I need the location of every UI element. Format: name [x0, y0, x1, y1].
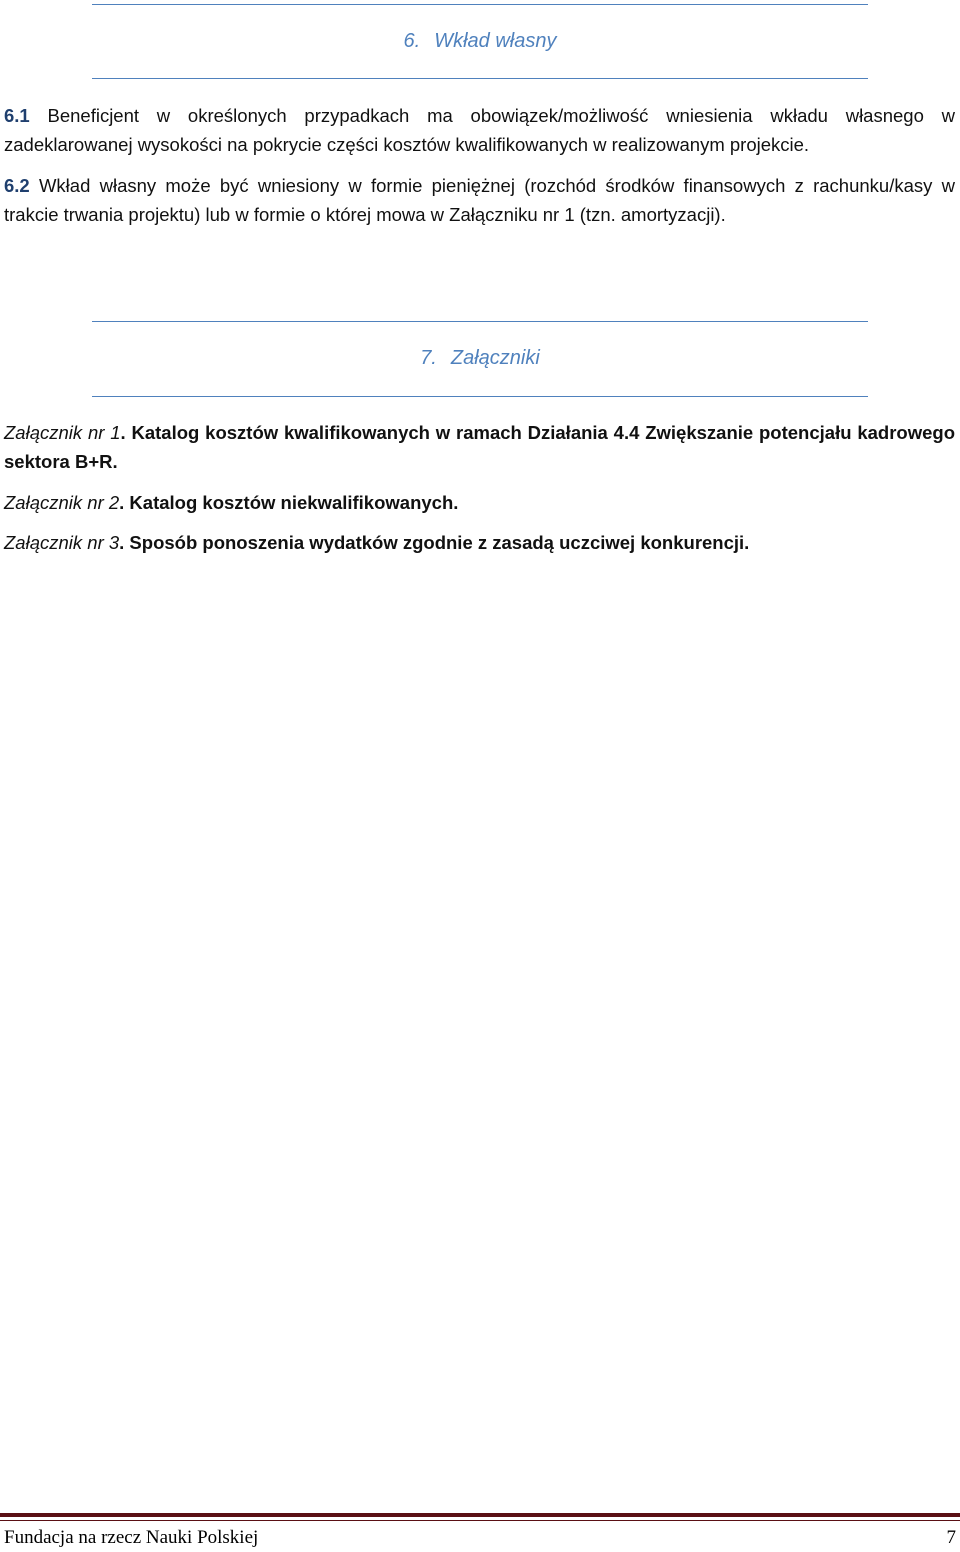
attachment-2-label: Załącznik nr 2	[4, 492, 120, 513]
attachment-1-text: . Katalog kosztów kwalifikowanych w ramach Działania 4.4 Zwiększanie potencjału kadrowego sektora B+R.	[4, 422, 955, 472]
section-6-heading	[92, 29, 868, 53]
paragraph-6-2-number: 6.2	[4, 175, 30, 196]
attachment-2	[4, 488, 955, 517]
heading-rule-bottom	[92, 78, 868, 79]
section-7-heading	[92, 346, 868, 370]
paragraph-6-2-text: Wkład własny może być wniesiony w formie pieniężnej (rozchód środków finansowych z rachunku/kasy w trakcie trwania projektu) lub w formie o której mowa w Załączniku nr 1 (tzn. amortyzacji).	[4, 175, 955, 225]
section-7-title: Załączniki	[450, 347, 540, 369]
attachment-1-label: Załącznik nr 1	[4, 422, 121, 443]
page-number: 7	[946, 1527, 956, 1548]
paragraph-6-2	[4, 171, 955, 229]
footer-rule-thick	[0, 1513, 960, 1517]
paragraph-6-1-number: 6.1	[4, 105, 30, 126]
attachment-3	[4, 528, 955, 557]
attachment-3-label: Załącznik nr 3	[4, 532, 120, 553]
footer-rule-thin	[0, 1520, 960, 1521]
attachment-2-text: . Katalog kosztów niekwalifikowanych.	[119, 492, 459, 513]
heading-rule-top	[92, 321, 868, 322]
section-6-title: Wkład własny	[434, 30, 557, 52]
paragraph-6-1-text: Beneficjent w określonych przypadkach ma obowiązek/możliwość wniesienia wkładu własnego w zadeklarowanej wysokości na pokrycie części kosztów kwalifikowanych w realizowanym projekcie.	[4, 105, 955, 155]
attachment-3-text: . Sposób ponoszenia wydatków zgodnie z zasadą uczciwej konkurencji.	[119, 532, 750, 553]
attachment-1	[4, 418, 955, 476]
section-7-number: 7.	[420, 347, 437, 369]
paragraph-6-1	[4, 101, 955, 159]
heading-rule-top	[92, 4, 868, 5]
footer-organization: Fundacja na rzecz Nauki Polskiej	[4, 1527, 259, 1548]
section-6-number: 6.	[403, 30, 421, 52]
heading-rule-bottom	[92, 396, 868, 397]
